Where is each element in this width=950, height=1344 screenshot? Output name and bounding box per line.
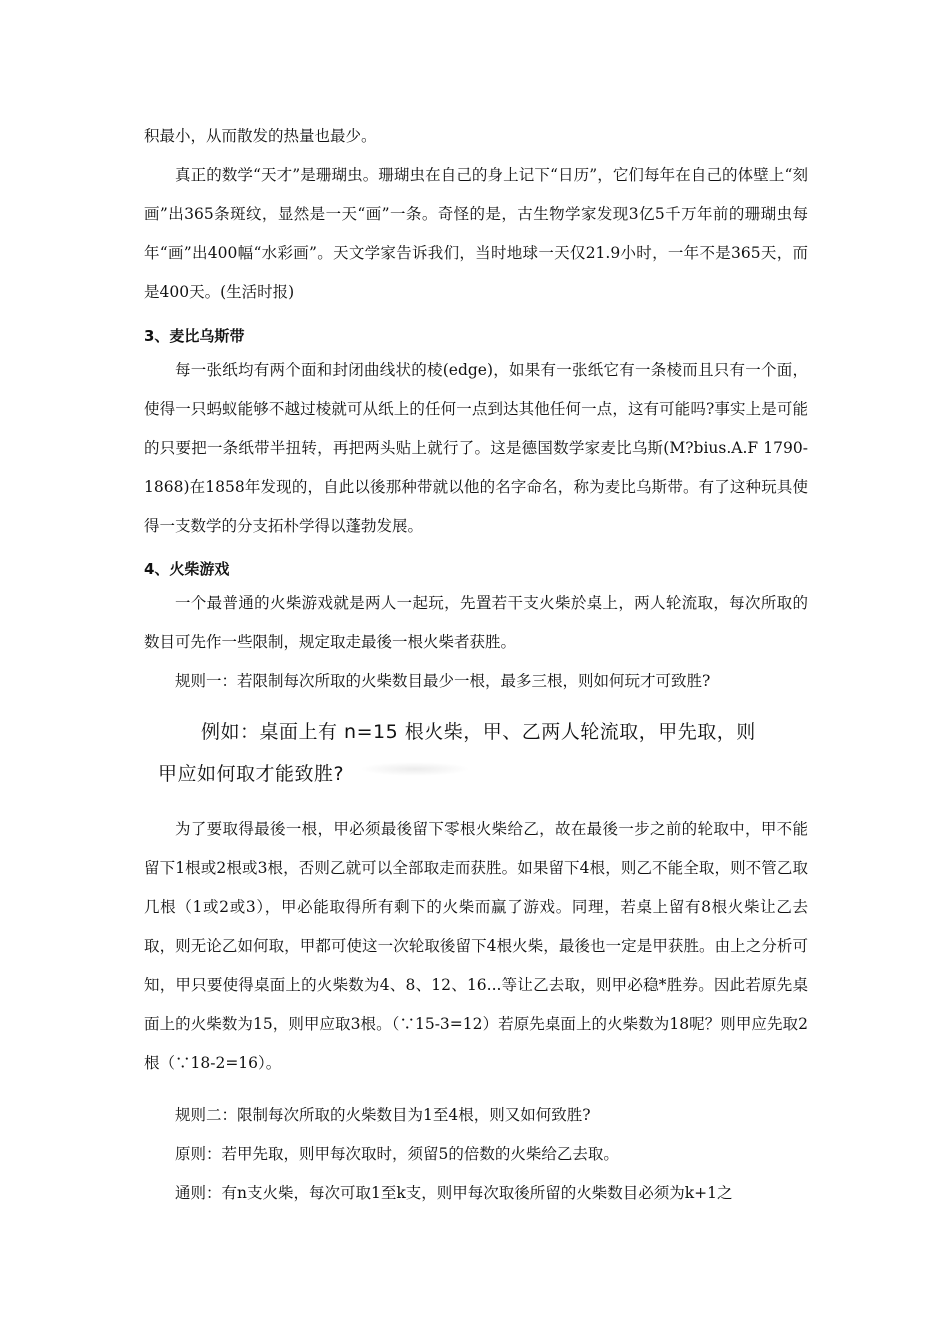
example-line-1: 例如：桌面上有 n=15 根火柴，甲、乙两人轮流取，甲先取，则 bbox=[201, 721, 756, 743]
paragraph-mobius: 每一张纸均有两个面和封闭曲线状的棱(edge)，如果有一张纸它有一条棱而且只有一个面，使得一只蚂蚁能够不越过棱就可从纸上的任何一点到达其他任何一点，这有可能吗?事实上是可能的只要把一条纸带半扭转，再把两头贴上就行了。这是德国数学家麦比乌斯(M?bius.A.F 1790-1868)在1858年发现的，自此以後那种带就以他的名字命名，称为麦比乌斯带。有了这种玩具使得一支数学的分支拓朴学得以蓬勃发展。 bbox=[144, 361, 808, 535]
paragraph-rule-one: 规则一：若限制每次所取的火柴数目最少一根，最多三根，则如何玩才可致胜? bbox=[175, 672, 711, 690]
example-line-2: 甲应如何取才能致胜? bbox=[158, 763, 345, 785]
paragraph-rule-two: 规则二：限制每次所取的火柴数目为1至4根，则又如何致胜? bbox=[175, 1106, 591, 1124]
section-heading-mobius: 3、麦比乌斯带 bbox=[144, 327, 245, 345]
paragraph-heat-conclusion: 积最小，从而散发的热量也最少。 bbox=[144, 127, 377, 145]
paragraph-coral: 真正的数学“天才”是珊瑚虫。珊瑚虫在自己的身上记下“日历”，它们每年在自己的体壁上“刻画”出365条斑纹，显然是一天“画”一条。奇怪的是，古生物学家发现3亿5千万年前的珊瑚虫每年“画”出400幅“水彩画”。天文学家告诉我们，当时地球一天仅21.9小时，一年不是365天，而是400天。(生活时报) bbox=[144, 166, 808, 301]
paragraph-general-rule: 通则：有n支火柴，每次可取1至k支，则甲每次取後所留的火柴数目必须为k+1之 bbox=[175, 1184, 733, 1202]
paragraph-analysis: 为了要取得最後一根，甲必须最後留下零根火柴给乙，故在最後一步之前的轮取中，甲不能留下1根或2根或3根，否则乙就可以全部取走而获胜。如果留下4根，则乙不能全取，则不管乙取几根（1或2或3），甲必能取得所有剩下的火柴而赢了游戏。同理，若桌上留有8根火柴让乙去取，则无论乙如何取，甲都可使这一次轮取後留下4根火柴，最後也一定是甲获胜。由上之分析可知，甲只要使得桌面上的火柴数为4、8、12、16...等让乙去取，则甲必稳*胜券。因此若原先桌面上的火柴数为15，则甲应取3根。（∵15-3=12）若原先桌面上的火柴数为18呢？则甲应先取2根（∵18-2=16）。 bbox=[144, 820, 808, 1072]
paragraph-match-game-intro: 一个最普通的火柴游戏就是两人一起玩，先置若干支火柴於桌上，两人轮流取，每次所取的数目可先作一些限制，规定取走最後一根火柴者获胜。 bbox=[144, 594, 808, 651]
paragraph-principle: 原则：若甲先取，则甲每次取时，须留5的倍数的火柴给乙去取。 bbox=[175, 1145, 619, 1163]
example-block bbox=[144, 711, 808, 795]
section-heading-matches: 4、火柴游戏 bbox=[144, 560, 230, 578]
